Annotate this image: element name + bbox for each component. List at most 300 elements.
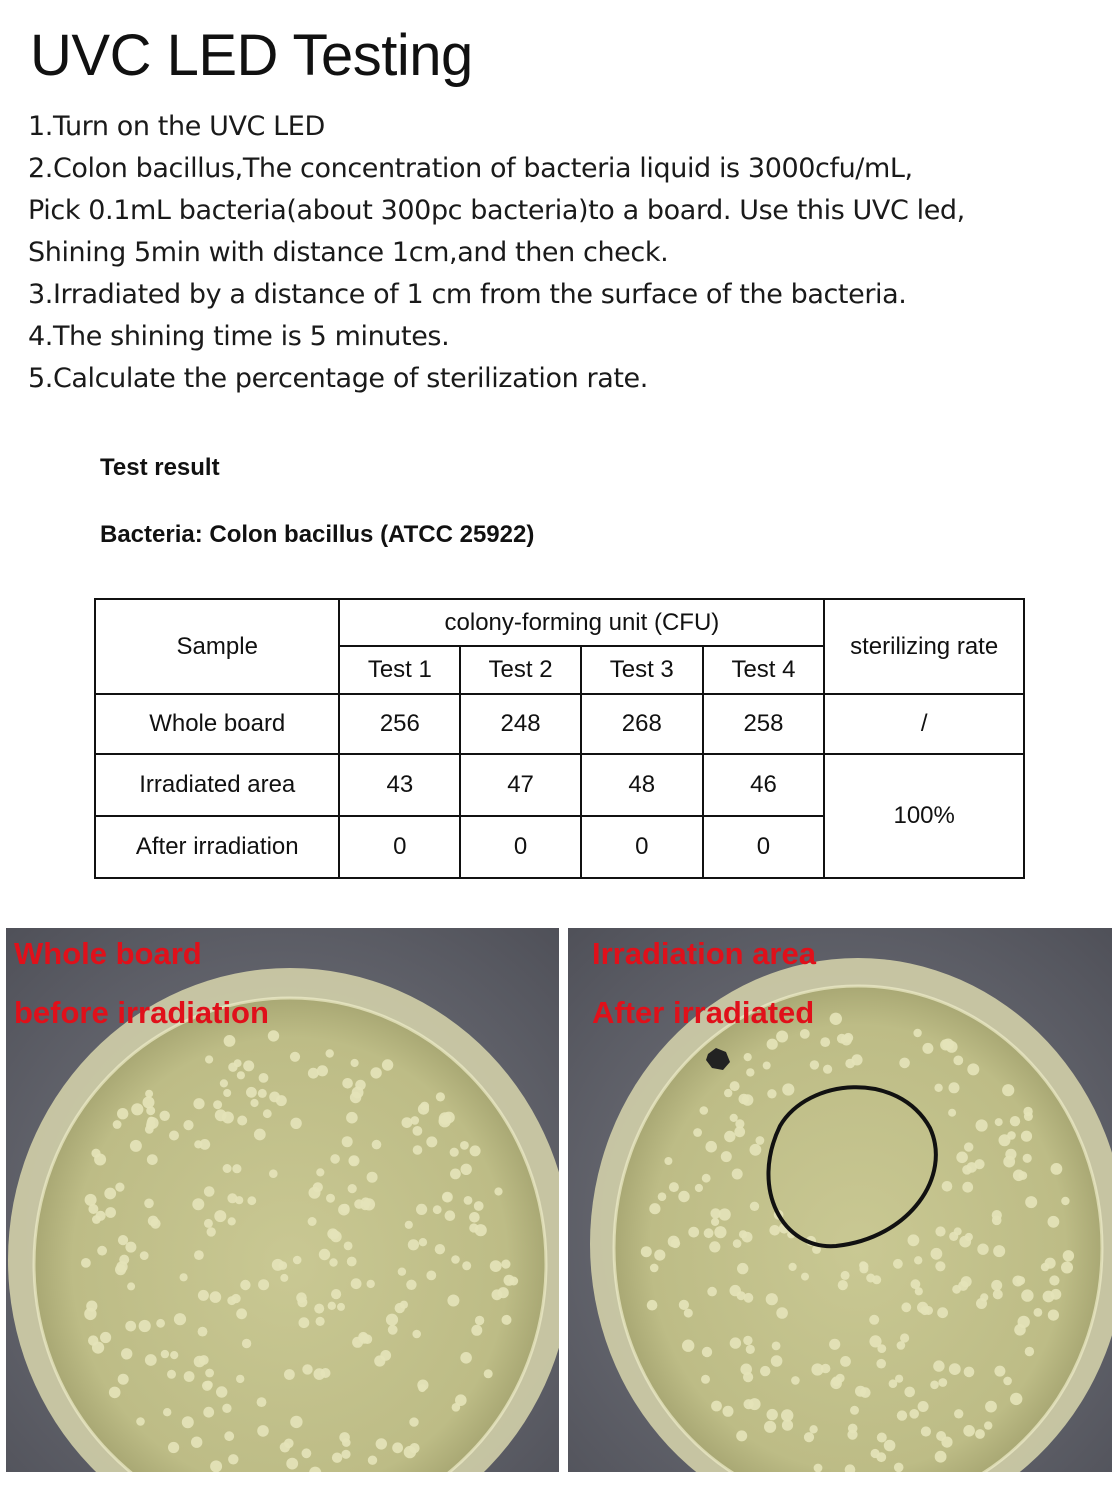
- bacteria-colony: [995, 1118, 1003, 1126]
- bacteria-colony: [199, 1139, 210, 1150]
- bacteria-colony: [702, 1174, 711, 1183]
- bacteria-colony: [744, 1053, 752, 1061]
- bacteria-colony: [426, 1271, 436, 1281]
- bacteria-colony: [184, 1371, 195, 1382]
- bacteria-colony: [258, 1279, 269, 1290]
- bacteria-colony: [136, 1417, 145, 1426]
- bacteria-colony: [316, 1317, 325, 1326]
- instruction-line: 4.The shining time is 5 minutes.: [28, 321, 450, 352]
- bacteria-colony: [1051, 1289, 1062, 1300]
- bacteria-colony: [701, 1375, 710, 1384]
- bacteria-colony: [749, 1398, 761, 1410]
- bacteria-colony: [269, 1092, 280, 1103]
- bacteria-colony: [959, 1236, 971, 1248]
- bacteria-colony: [263, 1109, 272, 1118]
- bacteria-colony: [650, 1264, 659, 1273]
- bacteria-colony: [204, 1219, 213, 1228]
- bacteria-colony: [417, 1380, 428, 1391]
- bacteria-colony: [145, 1354, 157, 1366]
- bacteria-colony: [704, 1228, 714, 1238]
- bacteria-colony: [259, 1073, 269, 1083]
- bacteria-colony: [180, 1273, 188, 1281]
- bacteria-colony: [994, 1366, 1005, 1377]
- bacteria-colony: [416, 1204, 427, 1215]
- bacteria-colony: [290, 1416, 302, 1428]
- bacteria-colony: [131, 1103, 143, 1115]
- bacteria-colony: [710, 1208, 720, 1218]
- bacteria-colony: [942, 1181, 953, 1192]
- bacteria-colony: [118, 1374, 129, 1385]
- bacteria-colony: [791, 1376, 800, 1385]
- bacteria-colony: [344, 1242, 353, 1251]
- row-label: Whole board: [95, 694, 339, 754]
- bacteria-colony: [388, 1325, 398, 1335]
- bacteria-colony: [931, 1248, 943, 1260]
- bacteria-colony: [746, 1068, 754, 1076]
- bacteria-colony: [1023, 1107, 1032, 1116]
- bacteria-colony: [280, 1274, 288, 1282]
- bacteria-colony: [702, 1347, 712, 1357]
- test-header: Test 4: [703, 646, 825, 694]
- rate-cell: /: [824, 694, 1024, 754]
- bacteria-colony: [433, 1205, 442, 1214]
- bacteria-colony: [974, 1159, 984, 1169]
- bacteria-colony: [382, 1059, 393, 1070]
- bacteria-colony: [1025, 1196, 1037, 1208]
- bacteria-colony: [801, 1273, 809, 1281]
- bacteria-colony: [348, 1184, 357, 1193]
- bacteria-colony: [695, 1184, 703, 1192]
- bacteria-colony: [367, 1280, 375, 1288]
- bacteria-colony: [711, 1218, 719, 1226]
- photo-label-line2: After irradiated: [592, 995, 815, 1030]
- bacteria-colony: [290, 1052, 300, 1062]
- bacteria-colony: [143, 1096, 155, 1108]
- table-row: [95, 754, 1024, 816]
- bacteria-colony: [339, 1432, 350, 1443]
- bacteria-colony: [237, 1071, 245, 1079]
- bacteria-colony: [771, 1355, 783, 1367]
- bacteria-colony: [641, 1246, 652, 1257]
- bacteria-colony: [934, 1084, 942, 1092]
- bacteria-colony: [113, 1120, 122, 1129]
- bacteria-colony: [316, 1168, 324, 1176]
- bacteria-colony: [732, 1169, 743, 1180]
- bacteria-colony: [192, 1198, 204, 1210]
- bacteria-colony: [899, 1058, 910, 1069]
- bacteria-colony: [760, 1366, 770, 1376]
- bacteria-colony: [351, 1059, 359, 1067]
- bacteria-colony: [900, 1333, 909, 1342]
- page-title: UVC LED Testing: [30, 23, 473, 88]
- bacteria-colony: [967, 1063, 979, 1075]
- bacteria-colony: [1051, 1163, 1063, 1175]
- bacteria-colony: [723, 1406, 734, 1417]
- bacteria-colony: [447, 1295, 459, 1307]
- bacteria-colony: [664, 1157, 672, 1165]
- bacteria-colony: [109, 1387, 121, 1399]
- bacteria-colony: [1018, 1316, 1030, 1328]
- bacteria-colony: [736, 1430, 747, 1441]
- bacteria-colony: [869, 1315, 879, 1325]
- bacteria-colony: [693, 1128, 702, 1137]
- bacteria-colony: [290, 1118, 301, 1129]
- bacteria-colony: [321, 1368, 331, 1378]
- bacteria-colony: [954, 1409, 963, 1418]
- bacteria-colony: [893, 1259, 903, 1269]
- bacteria-colony: [743, 1336, 752, 1345]
- bacteria-colony: [91, 1149, 100, 1158]
- bacteria-colony: [484, 1369, 493, 1378]
- bacteria-colony: [236, 1375, 244, 1383]
- bacteria-colony: [962, 1182, 973, 1193]
- bacteria-colony: [372, 1140, 382, 1150]
- bacteria-colony: [140, 1251, 149, 1260]
- bacteria-colony: [475, 1224, 487, 1236]
- bacteria-colony: [963, 1425, 975, 1437]
- bacteria-colony: [234, 1059, 242, 1067]
- bacteria-colony: [156, 1319, 165, 1328]
- bacteria-colony: [254, 1129, 266, 1141]
- bacteria-colony: [733, 1239, 742, 1248]
- bacteria-colony: [992, 1210, 1002, 1220]
- bacteria-colony: [930, 1381, 939, 1390]
- bacteria-colony: [409, 1417, 418, 1426]
- bacteria-colony: [895, 1375, 903, 1383]
- bacteria-colony: [404, 1446, 416, 1458]
- bacteria-colony: [915, 1287, 923, 1295]
- bacteria-colony: [1048, 1216, 1060, 1228]
- bacteria-colony: [993, 1289, 1003, 1299]
- bacteria-colony: [991, 1280, 1002, 1291]
- bacteria-colony: [964, 1142, 973, 1151]
- bacteria-colony: [228, 1454, 238, 1464]
- petri-dish-photos: [0, 928, 1114, 1500]
- bacteria-colony: [936, 1431, 946, 1441]
- bacteria-colony: [349, 1155, 360, 1166]
- bacteria-colony: [198, 1290, 209, 1301]
- bacteria-colony: [115, 1183, 124, 1192]
- bacteria-colony: [330, 1154, 340, 1164]
- bacteria-colony: [299, 1317, 310, 1328]
- bacteria-colony: [724, 1089, 732, 1097]
- bacteria-colony: [445, 1210, 456, 1221]
- bacteria-colony: [302, 1364, 312, 1374]
- bacteria-colony: [308, 1217, 317, 1226]
- bacteria-colony: [682, 1340, 694, 1352]
- bacteria-colony: [337, 1303, 345, 1311]
- table-header-row: [95, 599, 1024, 646]
- bacteria-colony: [838, 1280, 848, 1290]
- bacteria-colony: [121, 1348, 132, 1359]
- bacteria-colony: [392, 1442, 403, 1453]
- bacteria-colony: [711, 1401, 722, 1412]
- bacteria-colony: [750, 1202, 759, 1211]
- instruction-line: 5.Calculate the percentage of sterilization rate.: [28, 363, 648, 394]
- bacteria-colony: [1023, 1154, 1032, 1163]
- bacteria-colony: [789, 1263, 797, 1271]
- bacteria-colony: [346, 1112, 358, 1124]
- bacteria-colony: [1021, 1289, 1033, 1301]
- bacteria-colony: [841, 1035, 852, 1046]
- instruction-line: Shining 5min with distance 1cm,and then check.: [28, 237, 669, 268]
- bacteria-colony: [223, 1164, 232, 1173]
- bacteria-colony: [412, 1330, 421, 1339]
- bacteria-colony: [119, 1255, 129, 1265]
- table-row: [95, 694, 1024, 754]
- bacteria-colony: [115, 1264, 126, 1275]
- bacteria-colony: [286, 1458, 298, 1470]
- bacteria-colony: [855, 1386, 866, 1397]
- bacteria-colony: [100, 1332, 111, 1343]
- bacteria-colony: [413, 1126, 423, 1136]
- bacteria-colony: [977, 1244, 988, 1255]
- bacteria-colony: [214, 1210, 226, 1222]
- bacteria-colony: [897, 1410, 907, 1420]
- bacteria-colony: [205, 1055, 213, 1063]
- bacteria-colony: [1003, 1377, 1012, 1386]
- bacteria-colony: [840, 1356, 851, 1367]
- bacteria-colony: [877, 1433, 887, 1443]
- bacteria-colony: [985, 1401, 997, 1413]
- bacteria-colony: [450, 1148, 459, 1157]
- bacteria-colony: [405, 1221, 413, 1229]
- bacteria-colony: [1003, 1156, 1015, 1168]
- bacteria-colony: [347, 1257, 357, 1267]
- table-cell: 0: [339, 816, 460, 878]
- bacteria-colony: [167, 1370, 176, 1379]
- bacteria-colony: [669, 1182, 679, 1192]
- bacteria-colony: [268, 1030, 279, 1041]
- bacteria-colony: [914, 1256, 922, 1264]
- bacteria-colony: [884, 1440, 896, 1452]
- bacteria-colony: [494, 1187, 502, 1195]
- bacteria-colony: [649, 1203, 660, 1214]
- bacteria-colony: [235, 1196, 243, 1204]
- cfu-header: colony-forming unit (CFU): [339, 599, 824, 646]
- bacteria-colony: [419, 1238, 427, 1246]
- bacteria-colony: [183, 1120, 193, 1130]
- bacteria-colony: [739, 1094, 750, 1105]
- bacteria-colony: [1048, 1310, 1059, 1321]
- bacteria-colony: [935, 1261, 945, 1271]
- bacteria-colony: [956, 1152, 968, 1164]
- instruction-line: 1.Turn on the UVC LED: [28, 111, 325, 142]
- bacteria-colony: [293, 1256, 302, 1265]
- bacteria-colony: [1007, 1131, 1016, 1140]
- bacteria-colony: [105, 1207, 116, 1218]
- bacteria-colony: [1049, 1275, 1059, 1285]
- table-cell: 0: [581, 816, 703, 878]
- bacteria-colony: [130, 1140, 142, 1152]
- bacteria-colony: [739, 1230, 747, 1238]
- bacteria-colony: [402, 1117, 413, 1128]
- bacteria-colony: [246, 1087, 257, 1098]
- bacteria-colony: [342, 1078, 353, 1089]
- bacteria-colony: [258, 1089, 267, 1098]
- bacteria-colony: [330, 1231, 341, 1242]
- bacteria-colony: [964, 1367, 975, 1378]
- bacteria-colony: [859, 1264, 868, 1273]
- bacteria-colony: [763, 1062, 771, 1070]
- bacteria-colony: [257, 1425, 269, 1437]
- bacteria-colony: [442, 1192, 453, 1203]
- sample-header: Sample: [95, 599, 339, 694]
- bacteria-colony: [462, 1261, 471, 1270]
- bacteria-colony: [924, 1306, 933, 1315]
- bacteria-colony: [654, 1250, 665, 1261]
- bacteria-colony: [328, 1302, 336, 1310]
- merged-rate-cell: 100%: [824, 754, 1024, 878]
- bacteria-colony: [935, 1226, 945, 1236]
- table-cell: 256: [339, 694, 460, 754]
- bacteria-colony: [937, 1307, 948, 1318]
- bacteria-colony: [326, 1194, 335, 1203]
- bacteria-colony: [498, 1287, 509, 1298]
- table-cell: 0: [460, 816, 581, 878]
- bacteria-colony: [117, 1108, 128, 1119]
- bacteria-colony: [406, 1280, 416, 1290]
- bacteria-colony: [949, 1363, 961, 1375]
- bacteria-colony: [776, 1031, 788, 1043]
- bacteria-colony: [1021, 1131, 1032, 1142]
- bacteria-colony: [204, 1186, 215, 1197]
- test-header: Test 3: [581, 646, 703, 694]
- bacteria-colony: [984, 1421, 992, 1429]
- test-result-heading: Test result: [100, 454, 220, 481]
- bacteria-colony: [949, 1082, 960, 1093]
- instruction-list: [28, 106, 965, 400]
- bacteria-colony: [764, 1421, 776, 1433]
- bacteria-colony: [766, 1293, 778, 1305]
- bacteria-colony: [810, 1060, 819, 1069]
- bacteria-colony: [975, 1429, 985, 1439]
- bacteria-colony: [194, 1250, 204, 1260]
- bacteria-colony: [724, 1131, 735, 1142]
- bacteria-colony: [767, 1039, 778, 1050]
- bacteria-colony: [993, 1245, 1005, 1257]
- bacteria-colony: [284, 1369, 295, 1380]
- bacteria-colony: [850, 1406, 859, 1415]
- bacteria-colony: [460, 1141, 469, 1150]
- bacteria-colony: [342, 1136, 353, 1147]
- bacteria-colony: [269, 1169, 278, 1178]
- bacteria-colony: [707, 1287, 717, 1297]
- bacteria-colony: [767, 1409, 778, 1420]
- bacteria-colony: [240, 1280, 250, 1290]
- bacteria-colony: [319, 1249, 330, 1260]
- bacteria-colony: [946, 1041, 958, 1053]
- bacteria-colony: [436, 1092, 445, 1101]
- bacteria-colony: [734, 1126, 745, 1137]
- bacteria-colony: [1045, 1258, 1056, 1269]
- bacteria-colony: [474, 1201, 484, 1211]
- bacteria-colony: [236, 1308, 247, 1319]
- instruction-line: Pick 0.1mL bacteria(about 300pc bacteria)to a board. Use this UVC led,: [28, 195, 965, 226]
- bacteria-colony: [918, 1401, 929, 1412]
- bacteria-colony: [464, 1196, 473, 1205]
- bacteria-colony: [871, 1449, 880, 1458]
- bacteria-colony: [668, 1236, 680, 1248]
- bacteria-colony: [913, 1029, 921, 1037]
- bacteria-colony: [363, 1334, 373, 1344]
- bacteria-colony: [88, 1335, 98, 1345]
- bacteria-colony: [331, 1289, 341, 1299]
- bacteria-colony: [231, 1294, 240, 1303]
- bacteria-colony: [470, 1145, 481, 1156]
- bacteria-colony: [1025, 1347, 1034, 1356]
- bacteria-colony: [976, 1298, 987, 1309]
- bacteria-colony: [1063, 1250, 1074, 1261]
- bacteria-colony: [170, 1351, 178, 1359]
- bacteria-colony: [502, 1315, 512, 1325]
- bacteria-colony: [220, 1079, 228, 1087]
- bacteria-colony: [204, 1381, 213, 1390]
- bacteria-colony: [222, 1404, 231, 1413]
- bacteria-colony: [954, 1227, 962, 1235]
- bacteria-colony: [908, 1234, 920, 1246]
- table-cell: 47: [460, 754, 581, 816]
- bacteria-colony: [400, 1301, 408, 1309]
- bacteria-colony: [705, 1141, 717, 1153]
- bacteria-colony: [146, 1106, 155, 1115]
- bacteria-colony: [168, 1442, 179, 1453]
- bacteria-colony: [147, 1154, 158, 1165]
- bacteria-colony: [730, 1285, 741, 1296]
- bacteria-colony: [737, 1263, 748, 1274]
- bacteria-colony: [1016, 1276, 1025, 1285]
- bacteria-colony: [756, 1136, 765, 1145]
- bacteria-colony: [355, 1080, 366, 1091]
- bacteria-colony: [1034, 1308, 1043, 1317]
- bacteria-colony: [242, 1339, 251, 1348]
- bacteria-colony: [823, 1065, 832, 1074]
- bacteria-colony: [279, 1261, 288, 1270]
- bacteria-colony: [127, 1282, 135, 1290]
- bacteria-colony: [1010, 1116, 1020, 1126]
- bacteria-colony: [257, 1397, 267, 1407]
- bacteria-colony: [475, 1316, 484, 1325]
- bacteria-colony: [1002, 1084, 1014, 1096]
- test-header: Test 2: [460, 646, 581, 694]
- bacteria-colony: [408, 1239, 419, 1250]
- bacteria-colony: [199, 1355, 209, 1365]
- bacteria-colony: [909, 1409, 919, 1419]
- bacteria-colony: [836, 1374, 845, 1383]
- bacteria-colony: [658, 1192, 667, 1201]
- bacteria-colony: [198, 1327, 208, 1337]
- bacteria-colony: [210, 1291, 222, 1303]
- bacteria-colony: [469, 1212, 480, 1223]
- bacteria-colony: [811, 1363, 823, 1375]
- sterilizing-rate-header: sterilizing rate: [824, 599, 1024, 694]
- bacteria-colony: [814, 1464, 823, 1472]
- bacteria-colony: [224, 1035, 236, 1047]
- photo-label-line2: before irradiation: [14, 995, 269, 1030]
- bacteria-colony: [144, 1199, 154, 1209]
- photo-label-line1: Irradiation area: [592, 936, 816, 971]
- bacteria-colony: [213, 1100, 222, 1109]
- bacteria-colony: [426, 1136, 437, 1147]
- bacteria-colony: [830, 1013, 842, 1025]
- bacteria-colony: [232, 1164, 241, 1173]
- bacteria-colony: [921, 1426, 931, 1436]
- bacteria-colony: [420, 1102, 429, 1111]
- bacteria-colony: [361, 1197, 371, 1207]
- bacteria-colony: [332, 1453, 342, 1463]
- bacteria-colony: [781, 1409, 793, 1421]
- bacteria-colony: [81, 1258, 91, 1268]
